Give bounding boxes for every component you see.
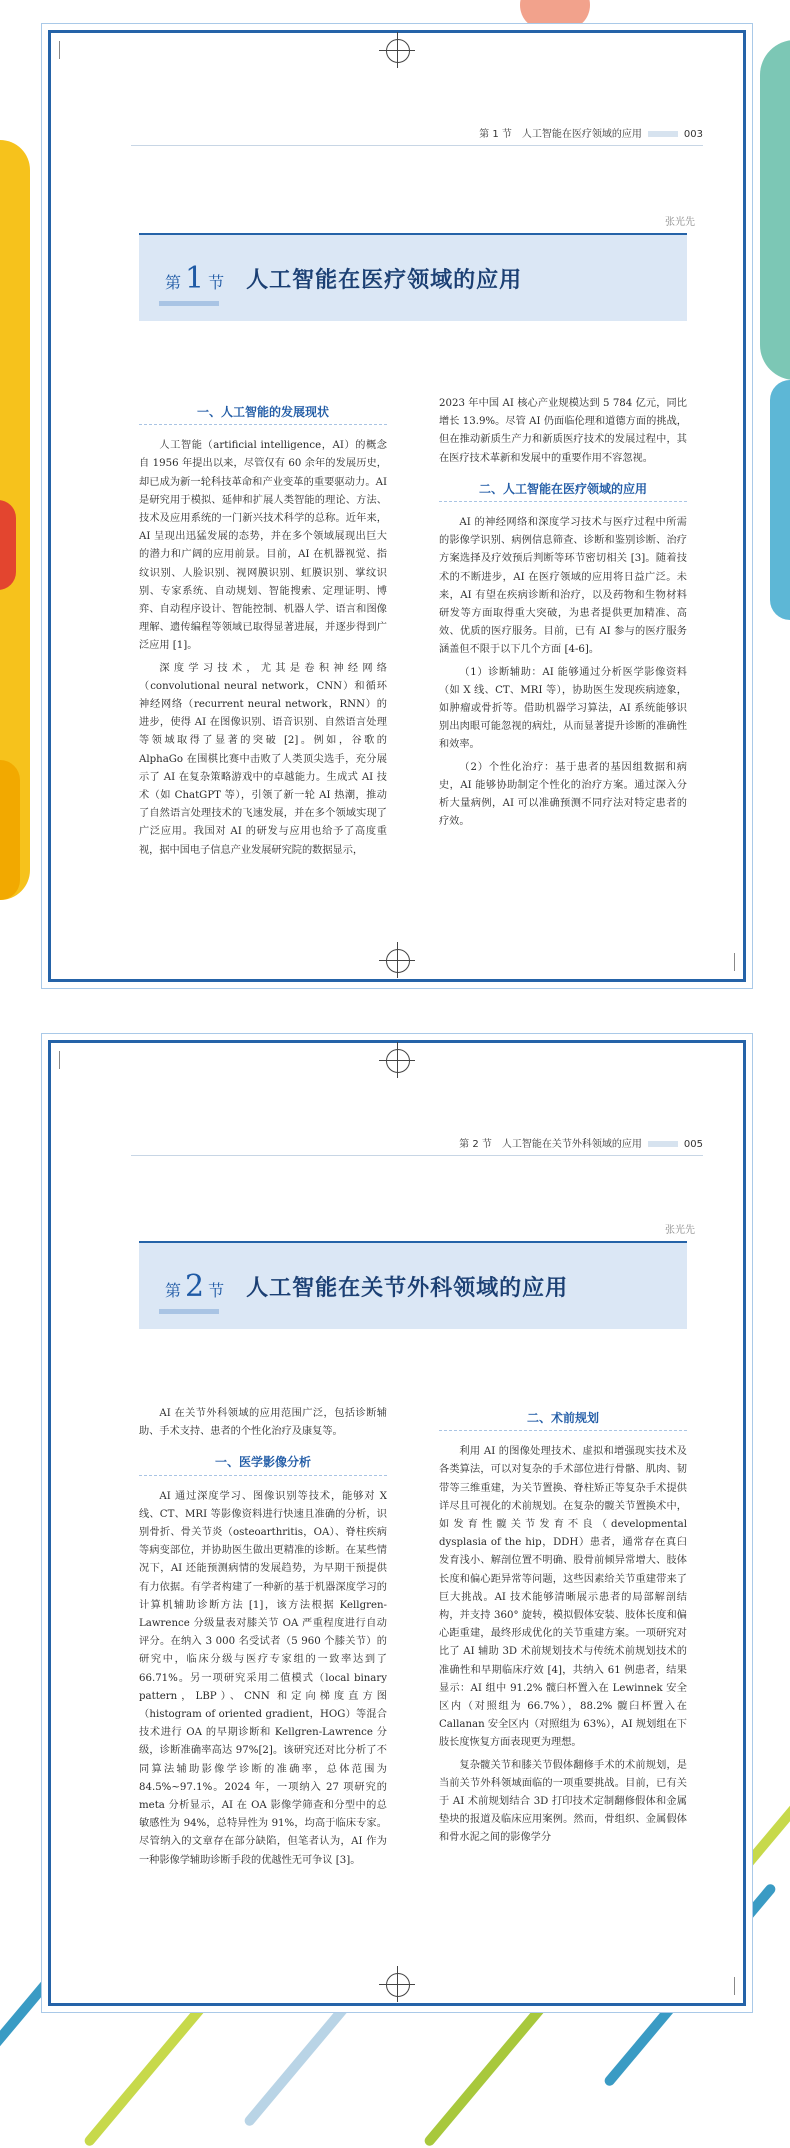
crop-mark-icon — [59, 41, 78, 59]
section-number — [165, 261, 224, 296]
page-number: 003 — [683, 129, 703, 140]
section-number — [165, 1269, 224, 1304]
decorative-peach-stroke — [520, 0, 590, 30]
registration-mark-icon — [386, 949, 410, 973]
book-page-2 — [48, 1040, 746, 2006]
decorative-orange-stroke — [0, 760, 20, 900]
section-title-box — [139, 1241, 687, 1329]
running-head-text: 第 1 节 人工智能在医疗领域的应用 — [479, 129, 642, 140]
decorative-red-stroke — [0, 500, 16, 590]
running-head-text: 第 2 节 人工智能在关节外科领域的应用 — [459, 1139, 642, 1150]
left-column — [139, 399, 387, 860]
decorative-yellow-stroke — [0, 140, 30, 900]
running-head — [131, 1135, 703, 1156]
decorative-teal-stroke — [760, 40, 790, 380]
section-heading: 一、医学影像分析 — [139, 1453, 387, 1475]
section-heading: 二、人工智能在医疗领域的应用 — [439, 480, 687, 502]
page-number: 005 — [683, 1139, 703, 1150]
paragraph: （1）诊断辅助：AI 能够通过分析医学影像资料（如 X 线、CT、MRI 等），协助医生发现疾病迹象，如肿瘤或骨折等。借助机器学习算法，AI 系统能够识别出肉眼可能忽视的病灶，从而显著提升诊断的准确性和效率。 — [439, 666, 687, 751]
running-head-bar — [648, 1141, 678, 1147]
crop-mark-icon — [59, 1051, 78, 1069]
section-heading: 二、术前规划 — [439, 1409, 687, 1431]
paragraph: 深度学习技术，尤其是卷积神经网络（convolutional neural network，CNN）和循环神经网络（recurrent neural network，RNN）的进步，使得 AI 在图像识别、语音识别、自然语言处理等领域取得了显著的突破 [2]。例如，谷歌的 AlphaGo 在围棋比赛中击败了人类顶尖选手，充分展示了 AI 在复杂策略游戏中的卓越能力。生成式 AI 技术（如 ChatGPT 等），引领了新一轮 AI 热潮，推动了自然语言处理技术的飞速发展，并在多个领域实现了广泛应用。我国对 AI 的研发与应用也给予了高度重视，据中国电子信息产业发展研究院的数据显示， — [139, 662, 387, 856]
section-prefix: 第 — [165, 1280, 182, 1300]
registration-mark-icon — [386, 1049, 410, 1073]
author-name: 张光先 — [665, 217, 695, 228]
author-name: 张光先 — [665, 1225, 695, 1236]
section-title: 人工智能在关节外科领域的应用 — [246, 1275, 569, 1301]
right-column — [439, 395, 687, 831]
section-underline — [159, 301, 219, 306]
section-heading: 一、人工智能的发展现状 — [139, 403, 387, 425]
section-suffix: 节 — [208, 1280, 225, 1300]
section-title: 人工智能在医疗领域的应用 — [246, 267, 523, 293]
section-title-box — [139, 233, 687, 321]
section-number-digit: 2 — [185, 1268, 205, 1304]
crop-mark-icon — [716, 1977, 735, 1995]
paragraph: 人工智能（artificial intelligence，AI）的概念自 1956 年提出以来，尽管仅有 60 余年的发展历史，却已成为新一轮科技革命和产业变革的重要驱动力。AI 是研究用于模拟、延伸和扩展人类智能的理论、方法、技术及应用系统的一门新兴技术科学的总称。近年来，AI 呈现出迅猛发展的态势，并在多个领域展现出巨大的潜力和广阔的应用前景。目前，AI 在机器视觉、指纹识别、人脸识别、视网膜识别、虹膜识别、掌纹识别、专家系统、自动规划、智能搜索、定理证明、博弈、自动程序设计、智能控制、机器人学、语言和图像理解、遗传编程等领域已取得显著进展，并逐步得到广泛应用 [1]。 — [139, 440, 387, 652]
registration-mark-icon — [386, 1973, 410, 1997]
crop-mark-icon — [716, 953, 735, 971]
right-column — [439, 1405, 687, 1848]
section-underline — [159, 1309, 219, 1314]
section-prefix: 第 — [165, 272, 182, 292]
paragraph: 2023 年中国 AI 核心产业规模达到 5 784 亿元，同比增长 13.9%。尽管 AI 仍面临伦理和道德方面的挑战，但在推动新质生产力和新质医疗技术的发展过程中，其在医疗技术革新和发展中的重要作用不容忽视。 — [439, 398, 687, 464]
paragraph: AI 的神经网络和深度学习技术与医疗过程中所需的影像学识别、病例信息筛查、诊断和鉴别诊断、治疗方案选择及疗效预后判断等环节密切相关 [3]。随着技术的不断进步，AI 在医疗领域的应用将日益广泛。未来，AI 有望在疾病诊断和治疗，以及药物和生物材料研发等方面取得重大突破，为患者提供更加精准、高效、优质的医疗服务。目前，已有 AI 参与的医疗服务涵盖但不限于以下几个方面 [4-6]。 — [439, 517, 687, 656]
running-head — [131, 125, 703, 146]
section-suffix: 节 — [208, 272, 225, 292]
registration-mark-icon — [386, 39, 410, 63]
paragraph: AI 在关节外科领域的应用范围广泛，包括诊断辅助、手术支持、患者的个性化治疗及康复等。 — [139, 1408, 387, 1438]
running-head-bar — [648, 131, 678, 137]
decorative-blue-stroke — [770, 380, 790, 620]
paragraph: AI 通过深度学习、图像识别等技术，能够对 X 线、CT、MRI 等影像资料进行快速且准确的分析，识别骨折、骨关节炎（osteoarthritis，OA）、脊柱疾病等病变部位，并协助医生做出更精准的诊断。在某些情况下，AI 还能预测病情的发展趋势，为早期干预提供有力依据。有学者构建了一种新的基于机器深度学习的计算机辅助诊断方法 [1]，该方法根据 Kellgren-Lawrence 分级量表对膝关节 OA 严重程度进行自动评分。在纳入 3 000 名受试者（5 960 个膝关节）的研究中，临床分级与医疗专家组的一致率达到了 66.71%。另一项研究采用二值模式（local binary pattern，LBP）、CNN 和定向梯度直方图（histogram of oriented gradient，HOG）等混合技术进行 OA 的早期诊断和 Kellgren-Lawrence 分级，诊断准确率高达 97%[2]。该研究还对比分析了不同算法辅助影像学诊断的准确率，总体范围为 84.5%~97.1%。2024 年，一项纳入 27 项研究的 meta 分析显示，AI 在 OA 影像学筛查和分型中的总敏感性为 94%，总特异性为 91%，均高于临床专家。尽管纳入的文章存在部分缺陷，但笔者认为，AI 作为一种影像学辅助诊断手段的优越性无可争议 [3]。 — [139, 1490, 387, 1866]
left-column — [139, 1405, 387, 1870]
paragraph: （2）个性化治疗：基于患者的基因组数据和病史，AI 能够协助制定个性化的治疗方案。通过深入分析大量病例，AI 可以准确预测不同疗法对特定患者的疗效。 — [439, 761, 687, 828]
book-page-1 — [48, 30, 746, 982]
paragraph: 复杂髋关节和膝关节假体翻修手术的术前规划，是当前关节外科领域面临的一项重要挑战。目前，已有关于 AI 术前规划结合 3D 打印技术定制翻修假体和金属垫块的报道及临床应用案例。然而，骨组织、金属假体和骨水泥之间的影像学分 — [439, 1759, 687, 1844]
paragraph: 利用 AI 的图像处理技术、虚拟和增强现实技术及各类算法，可以对复杂的手术部位进行骨骼、肌肉、韧带等三维重建，为关节置换、脊柱矫正等复杂手术提供详尽且可视化的术前规划。在复杂的髋关节置换术中，如发育性髋关节发育不良（developmental dysplasia of the hip，DDH）患者，通常存在真臼发育浅小、解剖位置不明确、股骨前倾异常增大、肢体长度和偏心距异常等问题，这些因素给关节重建带来了巨大挑战。AI 技术能够清晰展示患者的局部解剖结构，并支持 360° 旋转，模拟假体安装、肢体长度和偏心距重建，最终形成优化的关节重建方案。一项研究对比了 AI 辅助 3D 术前规划技术与传统术前规划技术的准确性和早期临床疗效 [4]，共纳入 61 例患者，结果显示：AI 组中 91.2% 髋臼杯置入在 Lewinnek 安全区内（对照组为 66.7%），88.2% 髋臼杯置入在 Callanan 安全区内（对照组为 63%），AI 规划组在下肢长度恢复方面表现更为理想。 — [439, 1446, 687, 1749]
section-number-digit: 1 — [185, 260, 205, 296]
